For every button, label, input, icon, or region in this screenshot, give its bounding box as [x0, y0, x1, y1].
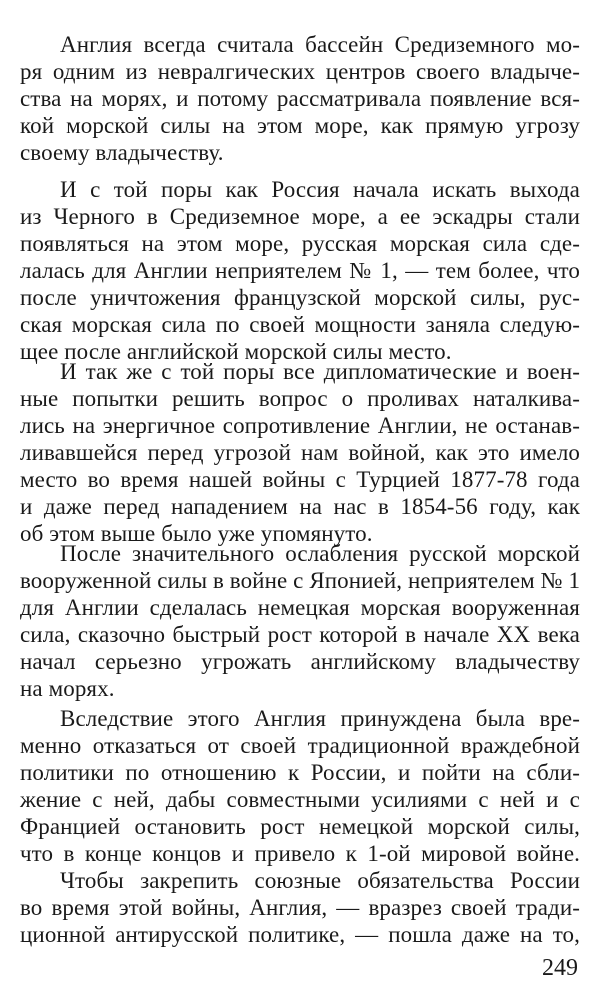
- paragraph-6-line-1: Чтобы закрепить союзные обязательства России: [60, 868, 580, 893]
- paragraph-1-line-5: своему владычеству.: [20, 140, 224, 165]
- paragraph-3-line-5: место во время нашей войны с Турцией 1877-78 года: [20, 467, 580, 492]
- paragraph-1-line-1: Англия всегда считала бассейн Средиземного мо-: [60, 32, 580, 57]
- paragraph-5-line-4: жение с ней, дабы совместными усилиями с ней и с: [20, 787, 580, 812]
- paragraph-3-line-1: И так же с той поры все дипломатические и воен-: [60, 359, 580, 384]
- paragraph-3-line-2: ные попытки решить вопрос о проливах наталкива-: [20, 386, 580, 411]
- paragraph-2-line-1: И с той поры как Россия начала искать выхода: [60, 177, 580, 202]
- paragraph-5-line-6: что в конце концов и привело к 1-ой мировой войне.: [20, 841, 580, 866]
- paragraph-6-line-3: ционной антирусской политике, — пошла даже на то,: [20, 922, 580, 947]
- paragraph-4-line-6: на морях.: [20, 676, 115, 701]
- paragraph-2-line-3: появляться на этом море, русская морская сила сде-: [20, 231, 580, 256]
- paragraph-2-line-7: щее после английской морской силы место.: [20, 339, 452, 364]
- paragraph-2-line-4: лалась для Англии неприятелем № 1, — тем более, что: [20, 258, 580, 283]
- paragraph-5-line-2: менно отказаться от своей традиционной враждебной: [20, 733, 580, 758]
- paragraph-3-line-3: лись на энергичное сопротивление Англии, не останав-: [20, 413, 580, 438]
- paragraph-3-line-6: и даже перед нападением на нас в 1854-56 году, как: [20, 494, 580, 519]
- paragraph-4-line-1: После значительного ослабления русской морской: [60, 541, 580, 566]
- paragraph-4-line-4: сила, сказочно быстрый рост которой в начале XX века: [20, 622, 580, 647]
- paragraph-2-line-6: ская морская сила по своей мощности заняла следую-: [20, 312, 580, 337]
- paragraph-3-line-4: ливавшейся перед угрозой нам войной, как это имело: [20, 440, 580, 465]
- paragraph-1-line-4: кой морской силы на этом море, как прямую угрозу: [20, 113, 580, 138]
- paragraph-1-line-2: ря одним из невралгических центров своего владыче-: [20, 59, 580, 84]
- paragraph-4-line-2: вооруженной силы в войне с Японией, неприятелем № 1: [20, 568, 581, 593]
- paragraph-5-line-3: политики по отношению к России, и пойти на сбли-: [20, 760, 580, 785]
- paragraph-6-line-2: во время этой войны, Англия, — вразрез своей тради-: [20, 895, 580, 920]
- paragraph-4-line-5: начал серьезно угрожать английскому владычеству: [20, 649, 580, 674]
- paragraph-2-line-2: из Черного в Средиземное море, а ее эскадры стали: [20, 204, 580, 229]
- paragraph-4-line-3: для Англии сделалась немецкая морская вооруженная: [20, 595, 580, 620]
- paragraph-2-line-5: после уничтожения французской морской силы, рус-: [20, 285, 580, 310]
- paragraph-3-line-7: об этом выше было уже упомянуто.: [20, 521, 373, 546]
- paragraph-5-line-1: Вследствие этого Англия принуждена была вре-: [60, 706, 580, 731]
- paragraph-5-line-5: Францией остановить рост немецкой морской силы,: [20, 814, 580, 839]
- page-number: 249: [542, 955, 578, 981]
- paragraph-1-line-3: ства на морях, и потому рассматривала появление вся-: [20, 86, 580, 111]
